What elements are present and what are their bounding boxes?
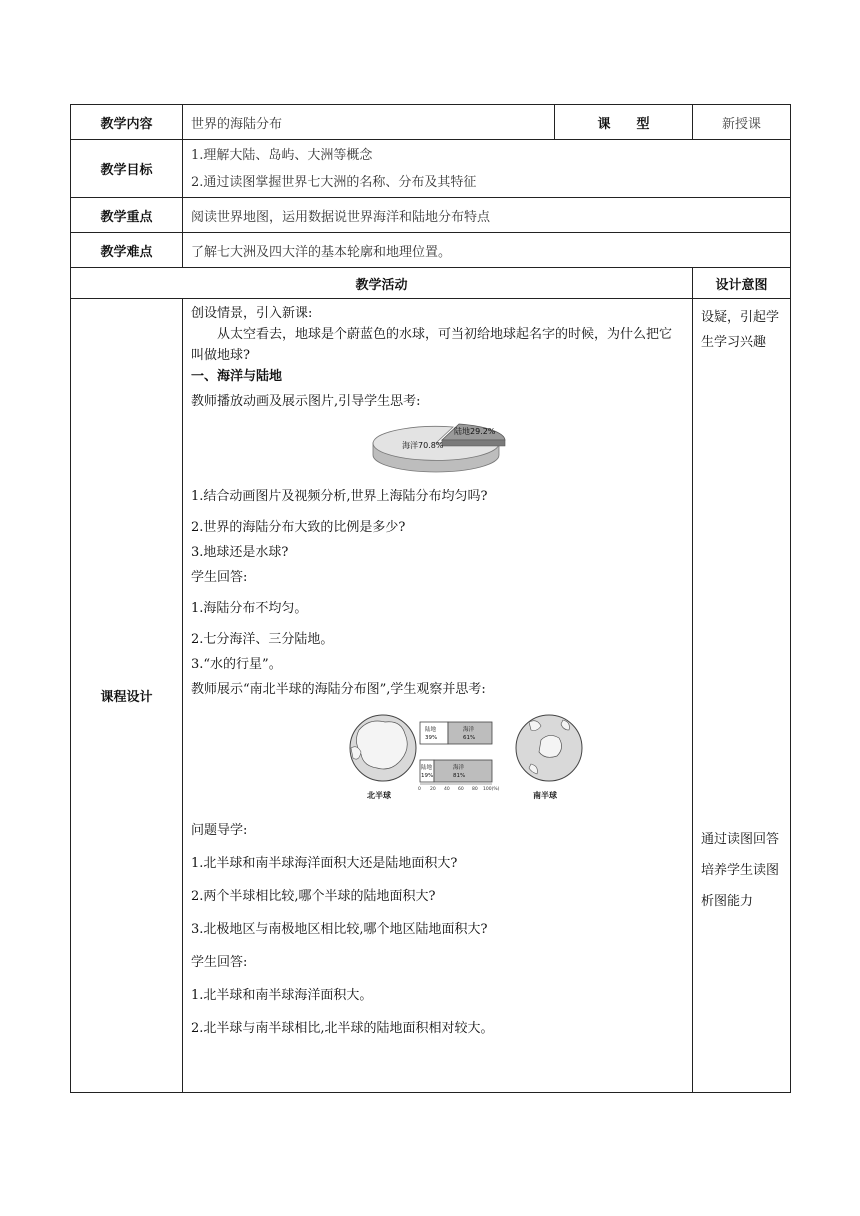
south-ocean-text: 海洋 <box>453 765 465 771</box>
intent-item: 通过读图回答培养学生读图析图能力 <box>701 832 780 909</box>
north-bar <box>420 722 492 744</box>
guide-question: 2.两个半球相比较,哪个半球的陆地面积大? <box>191 889 436 904</box>
south-antarctica <box>539 735 562 757</box>
north-land-text: 陆地 <box>425 727 437 733</box>
label-key: 教学重点 <box>71 198 183 233</box>
axis-tick: 20 <box>430 787 436 792</box>
guide-label: 问题导学: <box>191 823 248 838</box>
south-label: 南半球 <box>533 791 557 800</box>
guide-question: 1.北半球和南半球海洋面积大还是陆地面积大? <box>191 856 458 871</box>
design-intent <box>693 299 791 1093</box>
pie-chart <box>191 418 683 480</box>
value-key: 阅读世界地图，运用数据说世界海洋和陆地分布特点 <box>183 198 791 233</box>
hemisphere-map <box>191 708 683 808</box>
intro-heading: 创设情景，引入新课: <box>191 306 313 321</box>
south-land-pct: 19% <box>421 773 434 779</box>
north-label: 北半球 <box>367 791 391 800</box>
south-bar <box>420 760 492 782</box>
row-goals <box>71 140 791 198</box>
intent-item: 设疑，引起学生学习兴趣 <box>701 310 780 350</box>
lesson-plan-table <box>70 104 791 1093</box>
row-course <box>71 299 791 1093</box>
south-ocean-pct: 81% <box>453 773 466 779</box>
hemisphere-figure <box>191 708 684 808</box>
value-content: 世界的海陆分布 <box>183 105 555 140</box>
label-difficulty: 教学难点 <box>71 233 183 268</box>
answer-item: 3.“水的行星”。 <box>191 657 282 672</box>
south-land-text: 陆地 <box>421 765 433 771</box>
row-activity-header <box>71 268 791 299</box>
goal-item: 2.通过读图掌握世界七大洲的名称、分布及其特征 <box>191 174 477 190</box>
value-difficulty: 了解七大洲及四大洋的基本轮廓和地理位置。 <box>183 233 791 268</box>
question-item: 2.世界的海陆分布大致的比例是多少? <box>191 520 406 535</box>
guide-question: 3.北极地区与南极地区相比较,哪个地区陆地面积大? <box>191 922 488 937</box>
intro-text: 从太空看去，地球是个蔚蓝色的水球，可当初给地球起名字的时候，为什么把它叫做地球? <box>191 327 673 363</box>
answer-item: 2.北半球与南半球相比,北半球的陆地面积相对较大。 <box>191 1021 494 1036</box>
north-ocean-text: 海洋 <box>463 727 475 733</box>
label-content: 教学内容 <box>71 105 183 140</box>
label-type: 课 型 <box>555 105 693 140</box>
value-goals <box>183 140 791 198</box>
student-answer-label: 学生回答: <box>191 570 248 585</box>
course-content <box>183 299 693 1093</box>
north-ocean-pct: 61% <box>463 735 476 741</box>
header-intent: 设计意图 <box>693 268 791 299</box>
pie-ocean-label: 海洋70.8% <box>402 441 444 450</box>
value-type: 新授课 <box>693 105 791 140</box>
land-ocean-pie-figure <box>191 418 684 480</box>
pie-land-label: 陆地29.2% <box>454 427 496 436</box>
north-land-pct: 39% <box>425 735 438 741</box>
row-content <box>71 105 791 140</box>
axis-tick: 80 <box>472 787 478 792</box>
goal-item: 1.理解大陆、岛屿、大洲等概念 <box>191 147 373 163</box>
question-item: 1.结合动画图片及视频分析,世界上海陆分布均匀吗? <box>191 489 488 504</box>
section-heading: 一、海洋与陆地 <box>191 369 283 384</box>
row-difficulty <box>71 233 791 268</box>
label-goals: 教学目标 <box>71 140 183 198</box>
north-landmass <box>356 721 407 769</box>
label-course: 课程设计 <box>71 299 183 1093</box>
student-answer-label: 学生回答: <box>191 955 248 970</box>
axis-tick: 0 <box>418 787 421 792</box>
answer-item: 1.北半球和南半球海洋面积大。 <box>191 988 373 1003</box>
teacher-instruction: 教师展示“南北半球的海陆分布图”,学生观察并思考: <box>191 682 486 697</box>
axis-tick: 100(%) <box>483 787 500 792</box>
answer-item: 1.海陆分布不均匀。 <box>191 601 308 616</box>
row-key <box>71 198 791 233</box>
teacher-instruction: 教师播放动画及展示图片,引导学生思考: <box>191 394 421 409</box>
answer-item: 2.七分海洋、三分陆地。 <box>191 632 334 647</box>
header-activity: 教学活动 <box>71 268 693 299</box>
question-item: 3.地球还是水球? <box>191 545 289 560</box>
axis-tick: 40 <box>444 787 450 792</box>
axis-tick: 60 <box>458 787 464 792</box>
pie-land-edge <box>442 440 505 446</box>
